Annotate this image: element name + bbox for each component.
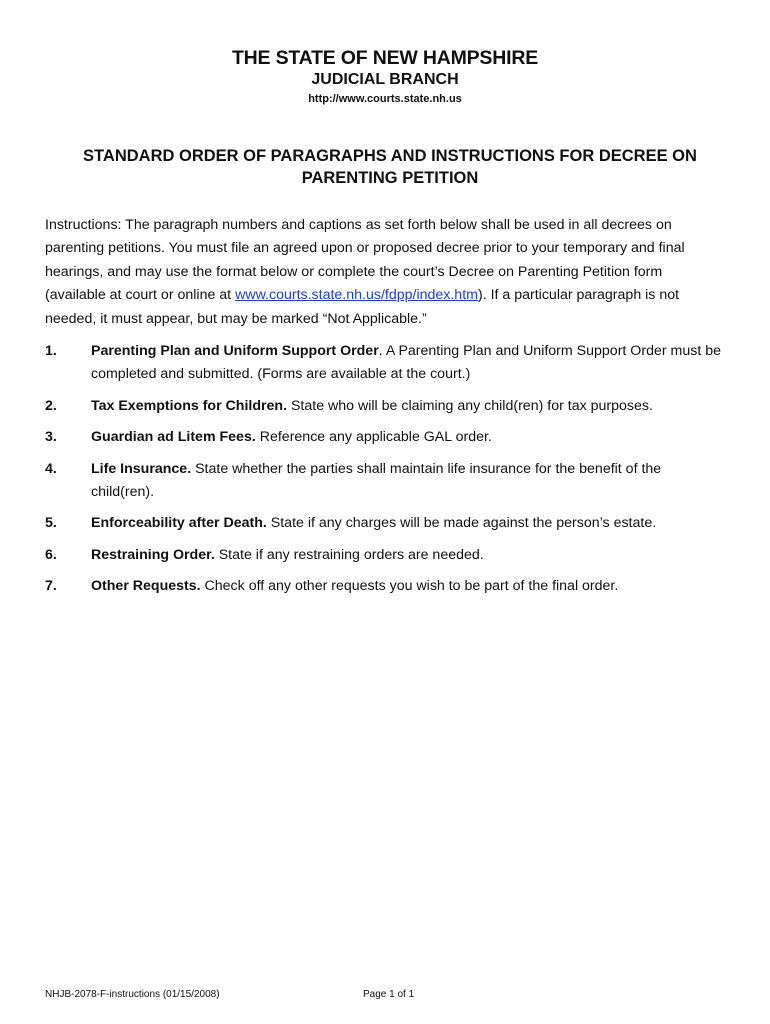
- item-caption: Other Requests.: [91, 578, 201, 595]
- state-title: THE STATE OF NEW HAMPSHIRE: [231, 47, 539, 69]
- form-id: NHJB-2078-F-instructions (01/15/2008): [45, 989, 220, 1000]
- list-item: [45, 575, 725, 598]
- item-text: State if any restraining orders are needed.: [214, 546, 484, 563]
- item-caption: Tax Exemptions for Children.: [91, 397, 288, 414]
- item-text: State who will be claiming any child(ren) for tax purposes.: [287, 397, 653, 414]
- branch-title: JUDICIAL BRANCH: [311, 71, 459, 88]
- fdpp-link[interactable]: www.courts.state.nh.us/fdpp/index.htm: [235, 287, 478, 304]
- item-number: 3.: [45, 429, 57, 446]
- item-number: 5.: [45, 515, 57, 532]
- item-caption: Life Insurance.: [91, 460, 192, 477]
- list-item: [45, 340, 725, 387]
- item-number: 1.: [45, 343, 57, 359]
- list-item: [45, 458, 725, 505]
- list-item: [45, 512, 725, 535]
- item-text: State if any charges will be made against the person’s estate.: [266, 515, 657, 532]
- list-item: [45, 426, 725, 449]
- item-caption: Guardian ad Litem Fees.: [91, 429, 256, 446]
- item-number: 6.: [45, 546, 57, 563]
- court-url: http://www.courts.state.nh.us: [308, 93, 462, 105]
- item-caption: Enforceability after Death.: [91, 515, 267, 532]
- item-caption: Restraining Order.: [91, 546, 215, 563]
- document-title: STANDARD ORDER OF PARAGRAPHS AND INSTRUCTIONS FOR DECREE ON PARENTING PETITION: [83, 147, 697, 187]
- page-number: Page 1 of 1: [363, 989, 415, 1000]
- item-number: 4.: [45, 460, 57, 477]
- item-text: State whether the parties shall maintain life insurance for the benefit of the child(ren).: [91, 460, 662, 501]
- item-number: 2.: [45, 397, 57, 414]
- paragraph-list: [45, 340, 725, 607]
- item-text: . A Parenting Plan and Uniform Support Order must be completed and submitted. (Forms are available at the court.): [91, 343, 721, 383]
- instructions-text-end: ). If a particular paragraph is not needed, it must appear, but may be marked “Not Applicable.”: [45, 287, 680, 327]
- list-item: [45, 544, 725, 567]
- instructions-paragraph: [45, 214, 725, 331]
- item-caption: Parenting Plan and Uniform Support Order: [91, 343, 379, 359]
- list-item: [45, 395, 725, 418]
- instructions-text: Instructions: The paragraph numbers and captions as set forth below shall be used in all decrees on parenting petitions. You must file an agreed upon or proposed decree prior to your temporary and final hearings, and may use the format below or complete the court’s Decree on Parenting Petition form (available at court or online at: [45, 217, 685, 304]
- item-number: 7.: [45, 578, 57, 595]
- item-text: Reference any applicable GAL order.: [255, 429, 492, 446]
- item-text: Check off any other requests you wish to be part of the final order.: [200, 578, 619, 595]
